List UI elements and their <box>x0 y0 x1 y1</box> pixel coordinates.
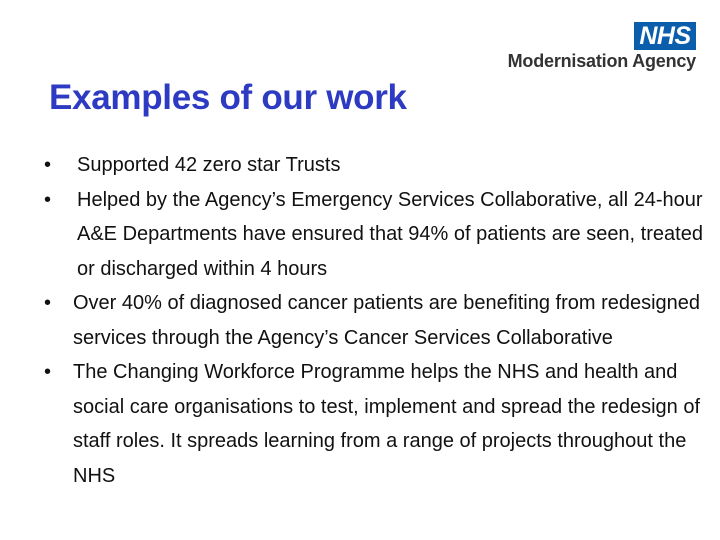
bullet-item: • The Changing Workforce Programme helps the NHS and health and social care organisations to test, implement and spread the redesign of staff roles. It spreads learning from a range of projects throughout the NHS <box>44 355 716 493</box>
nhs-modernisation-agency-logo <box>482 22 696 74</box>
bullet-list <box>44 148 716 493</box>
logo-subtitle: Modernisation Agency <box>507 51 696 71</box>
bullet-item: • Supported 42 zero star Trusts <box>44 148 716 183</box>
bullet-item: • Over 40% of diagnosed cancer patients are benefiting from redesigned services through the Agency’s Cancer Services Collaborative <box>44 286 716 355</box>
slide-title: Examples of our work <box>49 78 407 117</box>
bullet-item: • Helped by the Agency’s Emergency Services Collaborative, all 24-hour A&E Departments have ensured that 94% of patients are seen, treated or discharged within 4 hours <box>44 183 716 287</box>
nhs-logo-badge: NHS <box>634 22 696 50</box>
